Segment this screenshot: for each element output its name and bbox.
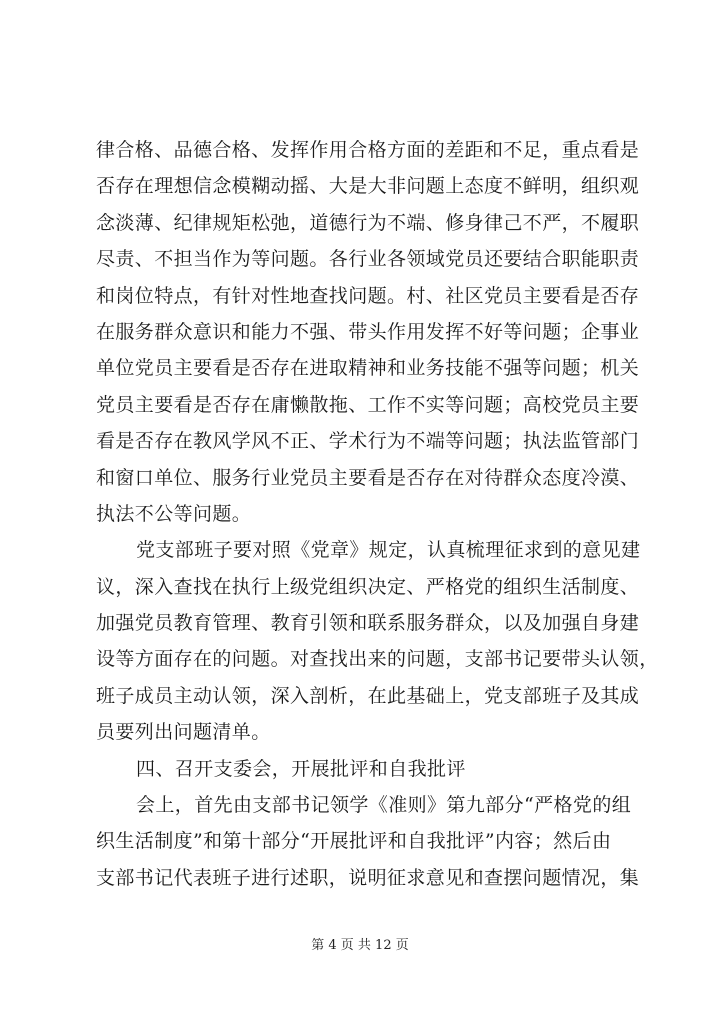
text-line: 加强党员教育管理、教育引领和联系服务群众，以及加强自身建 bbox=[96, 612, 640, 635]
text-line: 议，深入查找在执行上级党组织决定、严格党的组织生活制度、 bbox=[96, 575, 640, 598]
paragraph-start-line: 会上，首先由支部书记领学《准则》第九部分“严格党的组 bbox=[136, 794, 632, 817]
text-line: 班子成员主动认领，深入剖析，在此基础上，党支部班子及其成 bbox=[96, 684, 640, 707]
text-line: 支部书记代表班子进行述职，说明征求意见和查摆问题情况，集 bbox=[96, 866, 640, 889]
text-line: 看是否存在教风学风不正、学术行为不端等问题；执法监管部门 bbox=[96, 430, 640, 453]
paragraph-start-line: 党支部班子要对照《党章》规定，认真梳理征求到的意见建 bbox=[136, 539, 641, 562]
page-number: 第 4 页 共 12 页 bbox=[311, 938, 409, 953]
body-text bbox=[96, 132, 659, 896]
section-heading: 四、召开支委会，开展批评和自我批评 bbox=[136, 757, 466, 780]
text-line: 党员主要看是否存在庸懒散拖、工作不实等问题；高校党员主要 bbox=[96, 393, 640, 416]
text-line: 和岗位特点，有针对性地查找问题。村、社区党员主要看是否存 bbox=[96, 284, 640, 307]
text-line: 在服务群众意识和能力不强、带头作用发挥不好等问题；企事业 bbox=[96, 320, 640, 343]
text-line: 织生活制度”和第十部分“开展批评和自我批评”内容；然后由 bbox=[96, 830, 612, 853]
text-line: 员要列出问题清单。 bbox=[96, 721, 271, 744]
text-line: 单位党员主要看是否存在进取精神和业务技能不强等问题；机关 bbox=[96, 357, 640, 380]
text-line: 律合格、品德合格、发挥作用合格方面的差距和不足，重点看是 bbox=[96, 139, 640, 161]
text-line: 执法不公等问题。 bbox=[96, 502, 252, 525]
text-line: 和窗口单位、服务行业党员主要看是否存在对待群众态度冷漠、 bbox=[96, 466, 640, 489]
text-line: 念淡薄、纪律规矩松弛，道德行为不端、修身律己不严，不履职 bbox=[96, 211, 640, 234]
text-line: 否存在理想信念模糊动摇、大是大非问题上态度不鲜明，组织观 bbox=[96, 175, 640, 198]
page-footer bbox=[0, 937, 720, 955]
text-line: 设等方面存在的问题。对查找出来的问题，支部书记要带头认领， bbox=[96, 648, 659, 671]
text-line: 尽责、不担当作为等问题。各行业各领域党员还要结合职能职责 bbox=[96, 248, 640, 271]
